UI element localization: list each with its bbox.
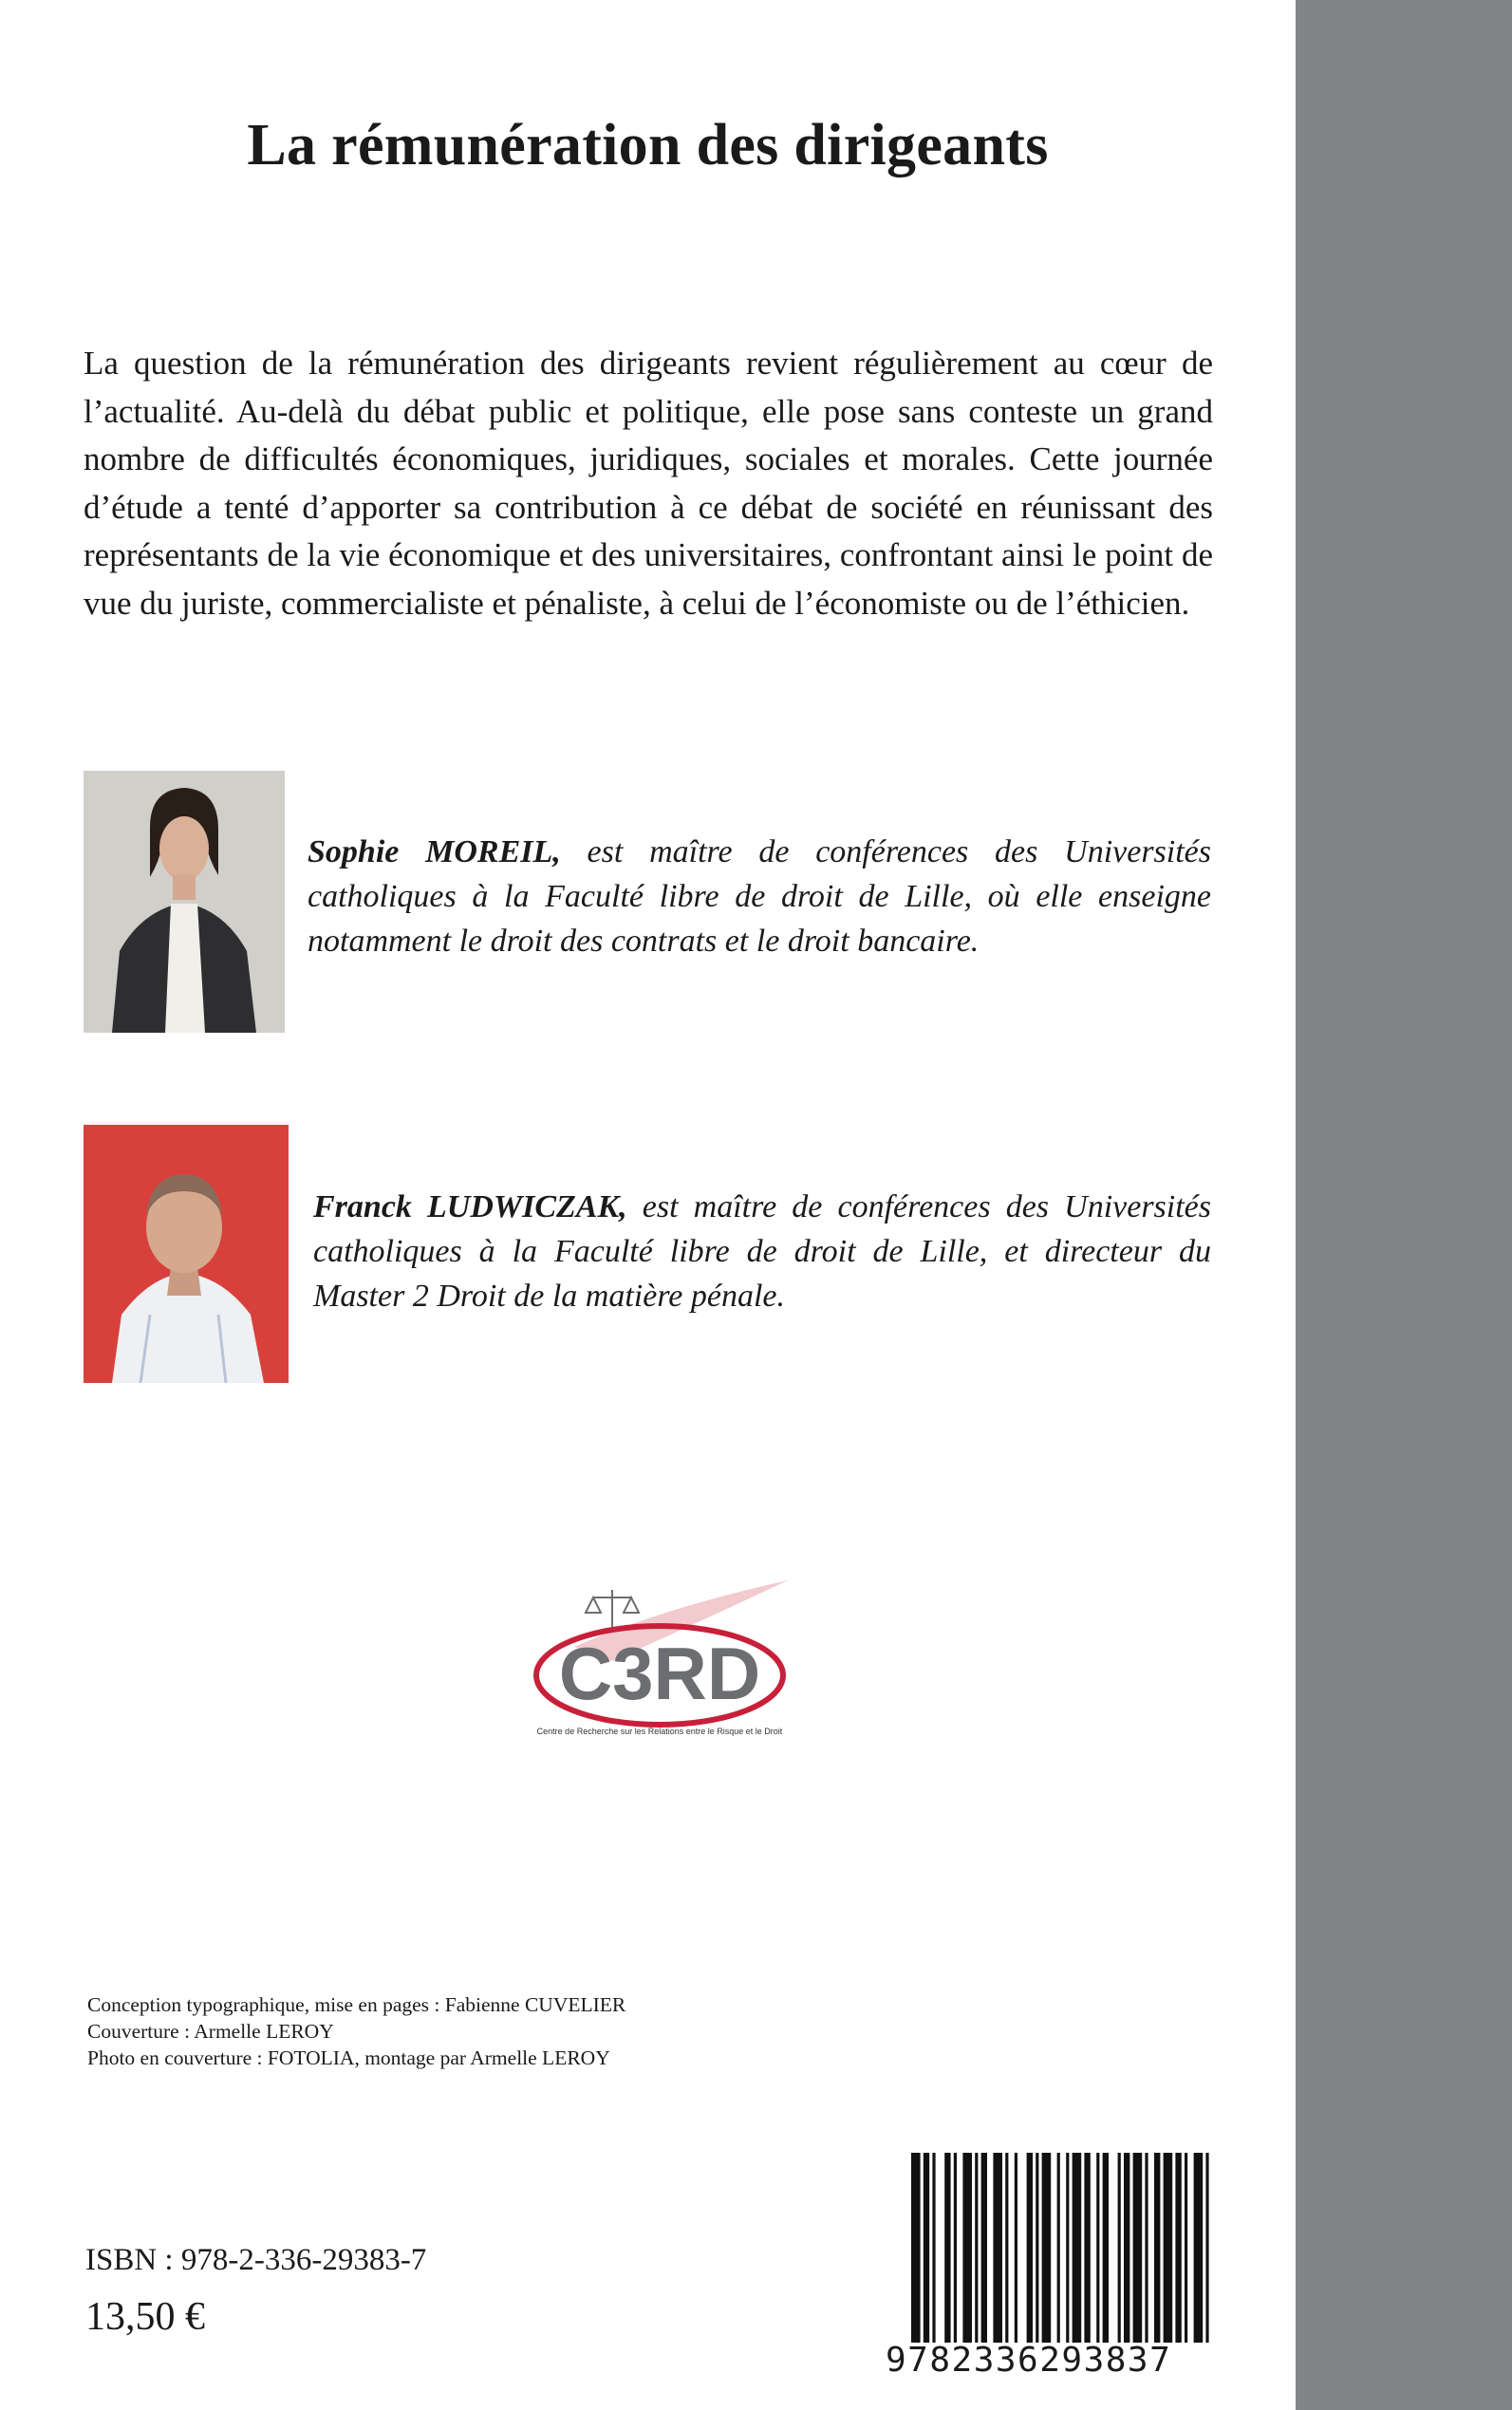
- isbn: ISBN : 978-2-336-29383-7: [85, 2243, 427, 2277]
- barcode-bar: [1124, 2153, 1129, 2343]
- logo-subtitle: Centre de Recherche sur les Relations entre le Risque et le Droit: [536, 1727, 783, 1736]
- barcode-bar: [962, 2153, 972, 2343]
- barcode-digits: 9782336293837: [886, 2341, 1172, 2380]
- logo-wordmark: C3RD: [558, 1632, 761, 1715]
- book-summary: La question de la rémunération des dirigeants revient régulièrement au cœur de l’actualité. Au-delà du débat public et politique, elle pose sans conteste un grand nombre de difficultés économiques, juridiques, sociales et morales. Cette journée d’étude a tenté d’apporter sa contribution à ce débat de société en réunissant des représentants de la vie économique et des universitaires, confrontant ainsi le point de vue du juriste, commercialiste et pénaliste, à celui de l’économiste ou de l’éthicien.: [84, 345, 1213, 622]
- barcode-bar: [1164, 2153, 1173, 2343]
- credit-line: Photo en couverture : FOTOLIA, montage par Armelle LEROY: [87, 2046, 610, 2069]
- barcode-bar: [1205, 2153, 1208, 2343]
- book-title: La rémunération des dirigeants: [247, 113, 1049, 177]
- barcode-bar: [1133, 2153, 1143, 2343]
- barcode-bar: [1005, 2153, 1008, 2343]
- barcode-bar: [1066, 2153, 1069, 2343]
- barcode-bar: [1073, 2153, 1082, 2343]
- barcode-bar: [924, 2153, 929, 2343]
- barcode-bar: [1096, 2153, 1099, 2343]
- author-bio-sophie-moreil: [308, 830, 1211, 963]
- scales-of-justice-icon: [586, 1590, 639, 1628]
- barcode: [878, 2153, 1220, 2390]
- book-spine-band: [1296, 0, 1512, 2410]
- barcode-bar: [911, 2153, 921, 2343]
- barcode-bar: [1027, 2153, 1033, 2343]
- author-photo-sophie-moreil: [84, 771, 285, 1033]
- barcode-bars: [911, 2153, 1215, 2343]
- author-bio-franck-ludwiczak: [313, 1185, 1211, 1318]
- author-photo-franck-ludwiczak: [84, 1125, 289, 1383]
- author-name: Franck LUDWICZAK,: [313, 1189, 627, 1224]
- credits-block: [87, 1991, 625, 2071]
- credit-line: Conception typographique, mise en pages : Fabienne CUVELIER: [87, 1993, 626, 2016]
- barcode-bar: [1185, 2153, 1187, 2343]
- barcode-bar: [944, 2153, 950, 2343]
- barcode-bar: [1015, 2153, 1017, 2343]
- barcode-bar: [1118, 2153, 1121, 2343]
- barcode-bar: [1145, 2153, 1148, 2343]
- credit-line: Couverture : Armelle LEROY: [87, 2020, 334, 2043]
- barcode-bar: [1057, 2153, 1060, 2343]
- barcode-bar: [1175, 2153, 1181, 2343]
- barcode-bar: [1036, 2153, 1038, 2343]
- barcode-bar: [981, 2153, 987, 2343]
- barcode-bar: [993, 2153, 1002, 2343]
- barcode-bar: [1103, 2153, 1109, 2343]
- barcode-bar: [1194, 2153, 1204, 2343]
- author-name: Sophie MOREIL,: [308, 834, 561, 869]
- c3rd-logo: [517, 1571, 793, 1742]
- price: 13,50 €: [85, 2295, 205, 2339]
- author-bio-text: est maître de conférences des Universités catholiques à la Faculté libre de droit de Lille, et directeur du Master 2 Droit de la matière pénale.: [313, 1189, 1212, 1314]
- barcode-bar: [954, 2153, 957, 2343]
- barcode-bar: [1042, 2153, 1052, 2343]
- author-bio-text: est maître de conférences des Universités catholiques à la Faculté libre de droit de Lille, où elle enseigne notamment le droit des contrats et le droit bancaire.: [308, 834, 1211, 959]
- barcode-bar: [975, 2153, 978, 2343]
- barcode-bar: [1154, 2153, 1160, 2343]
- barcode-bar: [1084, 2153, 1090, 2343]
- barcode-bar: [932, 2153, 935, 2343]
